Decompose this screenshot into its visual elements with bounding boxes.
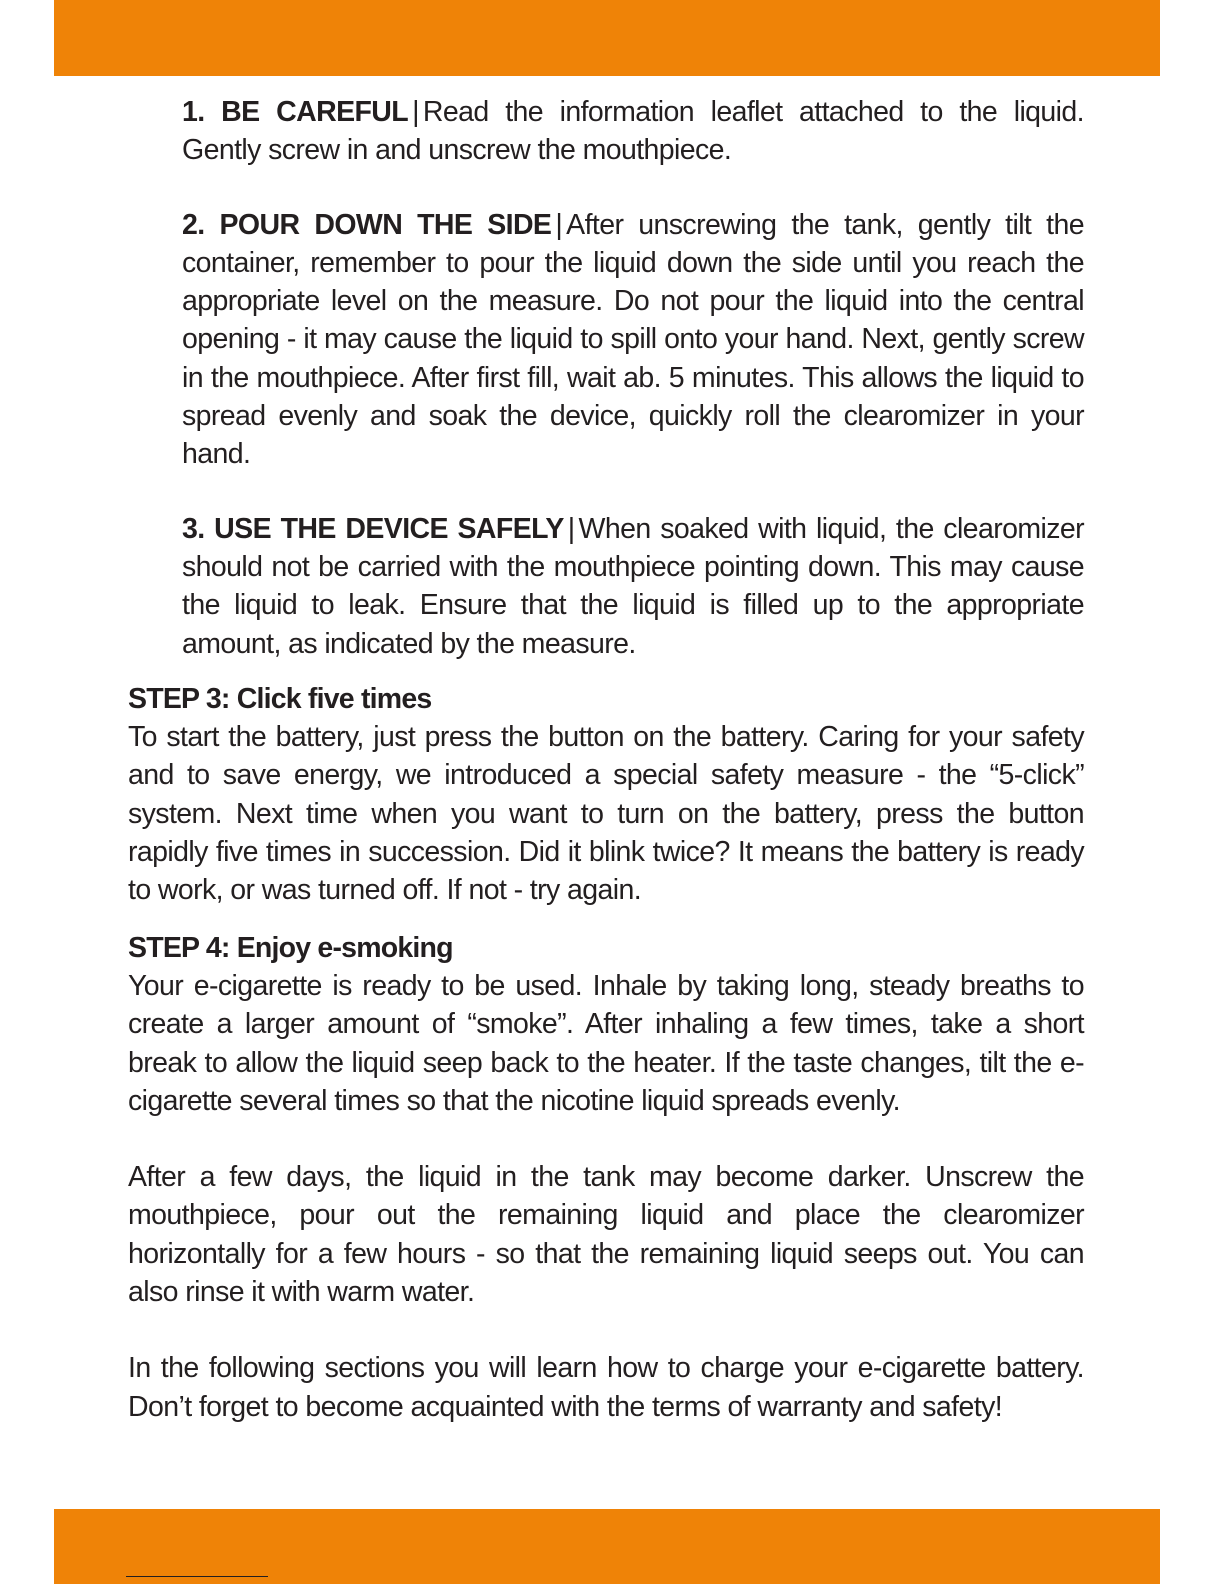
instruction-item-text: Read the information leaflet attached to the liquid. Gently screw in and unscrew the mouthpiece. (182, 96, 1084, 167)
step3-heading: STEP 3: Click five times (128, 682, 432, 715)
instruction-item-separator: | (555, 208, 563, 241)
instruction-item-text: When soaked with liquid, the clearomizer should not be carried with the mouthpiece pointing down. This may cause the liquid to leak. Ensure that the liquid is filled up to the appropriate amount, as indicated by the measure. (182, 512, 1084, 660)
step4-paragraph-1: Your e-cigarette is ready to be used. Inhale by taking long, steady breaths to create a larger amount of “smoke”. After inhaling a few times, take a short break to allow the liquid seep back to the heater. If the taste changes, tilt the e-cigarette several times so that the nicotine liquid spreads evenly. (128, 969, 1084, 1117)
instruction-item-title: 2. POUR DOWN THE SIDE (182, 208, 552, 241)
step3-text: To start the battery, just press the button on the battery. Caring for your safety and to save energy, we introduced a special safety measure - the “5-click” system. Next time when you want to turn on the battery, press the button rapidly five times in succession. Did it blink twice? It means the battery is ready to work, or was turned off. If not - try again. (128, 721, 1084, 907)
instruction-item-3 (182, 510, 1084, 663)
instruction-item-1 (182, 93, 1084, 170)
instruction-item-title: 1. BE CAREFUL (182, 96, 409, 128)
page-content (128, 93, 1084, 1426)
footer-band (54, 1509, 1160, 1584)
step4-heading: STEP 4: Enjoy e-smoking (128, 931, 453, 964)
instruction-item-text: After unscrewing the tank, gently tilt the container, remember to pour the liquid down the side until you reach the appropriate level on the measure. Do not pour the liquid into the central opening - it may cause the liquid to spill onto your hand. Next, gently screw in the mouthpiece. After first fill, wait ab. 5 minutes. This allows the liquid to spread evenly and soak the device, quickly roll the clearomizer in your hand. (182, 208, 1084, 471)
step4-paragraph-3: In the following sections you will learn how to charge your e-cigarette battery. Don’t forget to become acquainted with the terms of warranty and safety! (128, 1352, 1084, 1423)
instruction-item-title: 3. USE THE DEVICE SAFELY (182, 512, 564, 545)
instruction-item-separator: | (412, 96, 419, 128)
instruction-item-separator: | (567, 512, 575, 545)
footnote-rule (126, 1576, 268, 1577)
instruction-item-2 (182, 206, 1084, 474)
step4-paragraph-2: After a few days, the liquid in the tank may become darker. Unscrew the mouthpiece, pour out the remaining liquid and place the clearomizer horizontally for a few hours - so that the remaining liquid seeps out. You can also rinse it with warm water. (128, 1161, 1084, 1309)
header-band (54, 0, 1160, 76)
